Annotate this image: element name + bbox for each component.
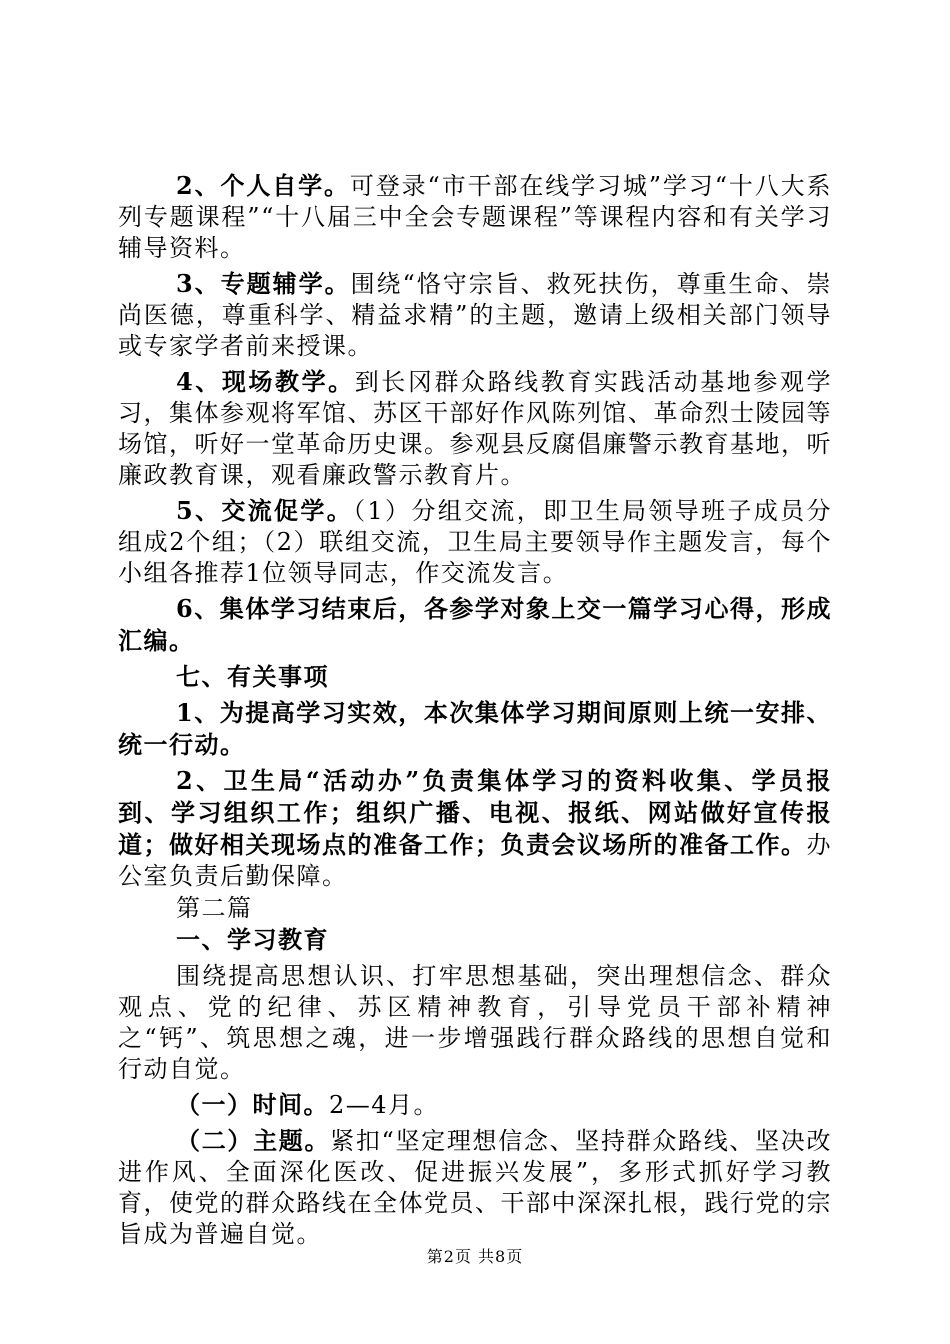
paragraph-lead: （二）主题。: [176, 1126, 331, 1155]
paragraph-text: 2—4月。: [329, 1091, 440, 1119]
paragraph-exchange: [118, 495, 832, 589]
paragraph-text: 办公室负责后勤保障。: [118, 831, 832, 890]
paragraph-lead: 6、集体学习结束后，各参学对象上交一篇学习心得，形成汇编。: [118, 594, 832, 655]
paragraph-lead: 2、个人自学。: [176, 171, 350, 200]
paragraph-lead: 3、专题辅学。: [176, 269, 351, 298]
section-heading-study-education: [118, 924, 832, 956]
paragraph-matter-2: [118, 765, 832, 892]
paragraph-matter-1: [118, 697, 832, 761]
paragraph-onsite-teaching: [118, 366, 832, 491]
paragraph-text: 紧扣“坚定理想信念、坚持群众路线、坚决改进作风、全面深化医改、促进振兴发展”，多形式抓好学习教育，使党的群众路线在全体党员、干部中深深扎根，践行党的宗旨成为普遍自觉。: [118, 1127, 832, 1248]
paragraph-special-tutoring: [118, 268, 832, 362]
paragraph-text: 围绕提高思想认识、打牢思想基础，突出理想信念、群众观点、党的纪律、苏区精神教育，引导党员干部补精神之“钙”、筑思想之魂，进一步增强践行群众路线的思想自觉和行动自觉。: [118, 962, 832, 1083]
paragraph-text: 第二篇: [176, 894, 253, 922]
paragraph-study-notes: [118, 593, 832, 657]
paragraph-study-intro: [118, 960, 832, 1085]
paragraph-lead: 5、交流促学。: [176, 496, 354, 525]
paragraph-lead: 一、学习教育: [176, 925, 329, 954]
paragraph-lead: （一）时间。: [176, 1090, 329, 1119]
paragraph-time: [118, 1089, 832, 1121]
page-footer: 第2页 共8页: [426, 1247, 524, 1266]
paragraph-lead: 1、为提高学习实效，本次集体学习期间原则上统一安排、统一行动。: [118, 698, 832, 759]
paragraph-text: 围绕“恪守宗旨、救死扶伤，尊重生命、崇尚医德，尊重科学、精益求精”的主题，邀请上级相关部门领导或专家学者前来授课。: [118, 270, 832, 360]
paragraph-personal-study: [118, 170, 832, 264]
section-heading-matters: [118, 661, 832, 693]
paragraph-lead: 2、卫生局“活动办”负责集体学习的资料收集、学员报到、学习组织工作；组织广播、电视、报纸、网站做好宣传报道；做好相关现场点的准备工作；负责会议场所的准备工作。: [118, 766, 832, 859]
part-two-label: [118, 892, 832, 924]
paragraph-theme: [118, 1125, 832, 1250]
paragraph-text: 到长冈群众路线教育实践活动基地参观学习，集体参观将军馆、苏区干部好作风陈列馆、革命烈士陵园等场馆，听好一堂革命历史课。参观县反腐倡廉警示教育基地，听廉政教育课，观看廉政警示教育片。: [118, 368, 833, 489]
paragraph-text: （1）分组交流，即卫生局领导班子成员分组成2个组；（2）联组交流，卫生局主要领导作主题发言，每个小组各推荐1位领导同志，作交流发言。: [118, 497, 832, 587]
paragraph-lead: 七、有关事项: [176, 662, 329, 691]
paragraph-lead: 4、现场教学。: [176, 367, 355, 396]
paragraph-text: 可登录“市干部在线学习城”学习“十八大系列专题课程”“十八届三中全会专题课程”等课程内容和有关学习辅导资料。: [118, 172, 832, 262]
